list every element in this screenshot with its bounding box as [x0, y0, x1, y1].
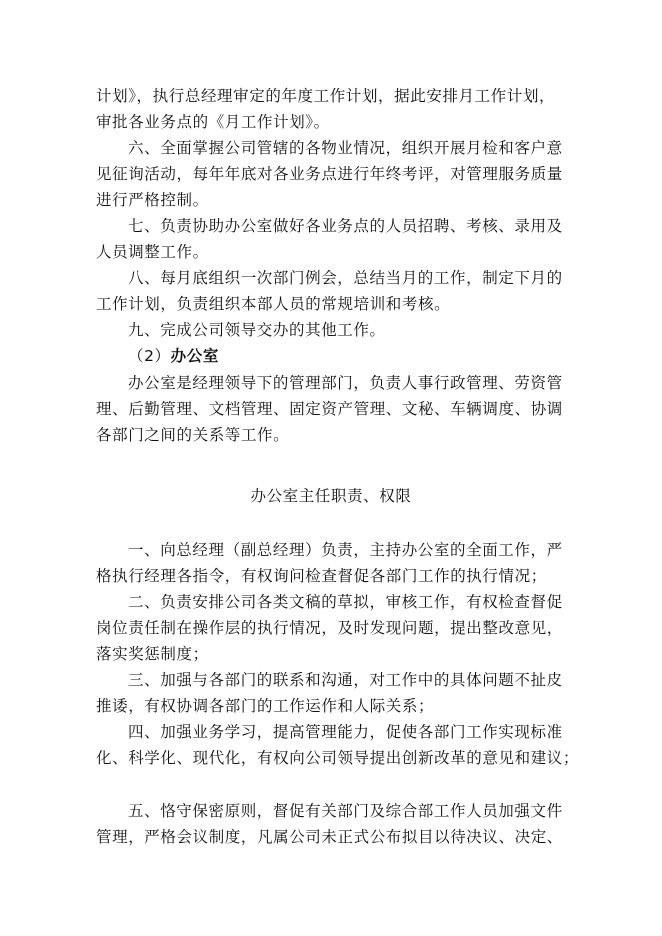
text-line: 审批各业务点的《月工作计划》。 — [96, 113, 330, 131]
text-line: 人员调整工作。 — [96, 243, 209, 261]
text-line: 管理，严格会议制度，凡属公司未正式公布拟目以待决议、决定、 — [96, 828, 563, 846]
paragraph-8: 八、每月底组织一次部门例会，总结当月的工作，制定下月的 — [128, 269, 563, 287]
text-line: 推诿，有权协调各部门的工作运作和人际关系； — [96, 697, 435, 715]
text-line: 工作计划，负责组织本部人员的常规培训和考核。 — [96, 295, 451, 313]
duty-4: 四、加强业务学习，提高管理能力，促使各部门工作实现标准 — [128, 723, 563, 741]
text-line: 见征询活动，每年年底对各业务点进行年终考评，对管理服务质量 — [96, 165, 563, 183]
heading-director-duties: 办公室主任职责、权限 — [250, 487, 412, 505]
text-line: 计划》，执行总经理审定的年度工作计划，据此安排月工作计划， — [96, 87, 556, 105]
text-line: 进行严格控制。 — [96, 191, 209, 209]
duty-1: 一、向总经理（副总经理）负责，主持办公室的全面工作，严 — [128, 541, 563, 559]
section-title: 办公室 — [170, 347, 219, 365]
duty-2: 二、负责安排公司各类文稿的草拟，审核工作，有权检查督促 — [128, 593, 563, 611]
section-heading-office — [128, 346, 586, 366]
section-number: （2） — [128, 347, 171, 365]
duty-5: 五、恪守保密原则，督促有关部门及综合部工作人员加强文件 — [128, 802, 563, 820]
paragraph-9: 九、完成公司领导交办的其他工作。 — [128, 321, 386, 339]
text-line: 岗位责任制在操作层的执行情况，及时发现问题，提出整改意见， — [96, 619, 563, 637]
office-paragraph: 办公室是经理领导下的管理部门，负责人事行政管理、劳资管 — [128, 374, 563, 392]
text-line: 各部门之间的关系等工作。 — [96, 426, 290, 444]
text-line: 理、后勤管理、文档管理、固定资产管理、文秘、车辆调度、协调 — [96, 400, 563, 418]
text-line: 落实奖惩制度； — [96, 645, 209, 663]
paragraph-7: 七、负责协助办公室做好各业务点的人员招聘、考核、录用及 — [128, 217, 563, 235]
duty-3: 三、加强与各部门的联系和沟通，对工作中的具体问题不扯皮 — [128, 671, 563, 689]
text-line: 化、科学化、现代化，有权向公司领导提出创新改革的意见和建议； — [96, 749, 580, 767]
paragraph-6: 六、全面掌握公司管辖的各物业情况，组织开展月检和客户意 — [128, 139, 563, 157]
text-line: 格执行经理各指令，有权询问检查督促各部门工作的执行情况； — [96, 567, 547, 585]
